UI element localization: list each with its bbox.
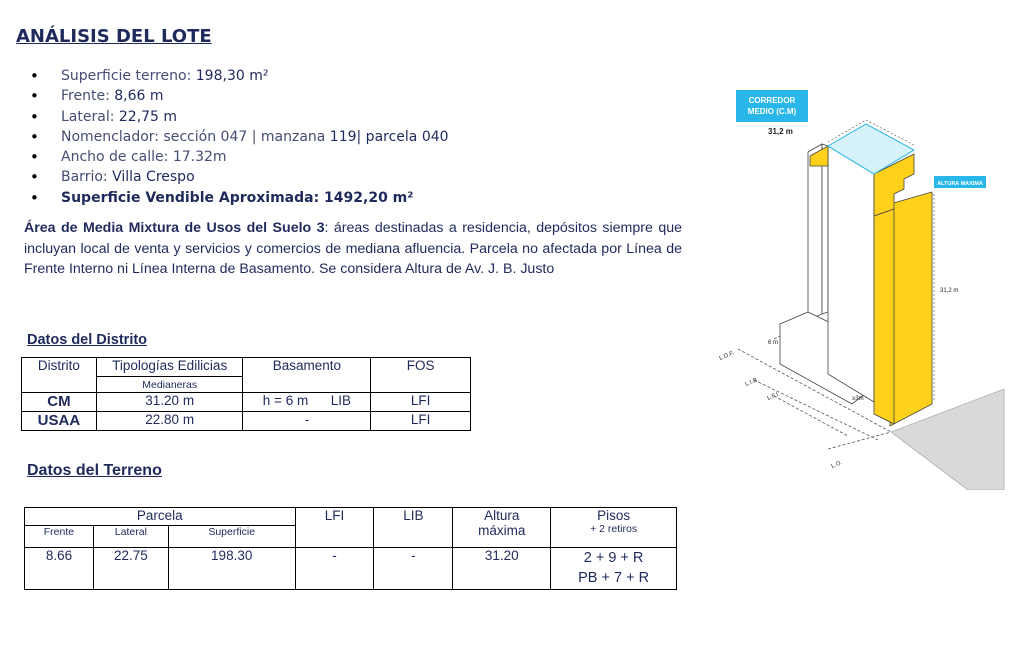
column-header: LFI [295,508,374,548]
table-cell: 31.20 [453,548,551,590]
table-cell: 198.30 [168,548,295,590]
table-cell: - [243,412,371,431]
list-item: • Frente: 8,66 m [28,86,449,106]
column-header: LIB [374,508,453,548]
lot-section-title: Datos del Terreno [27,462,162,479]
setback-distance-label: ≥3m [852,396,864,402]
column-subheader: Frente [25,526,94,548]
table-cell: 22.75 [93,548,168,590]
table-cell: LFI [371,393,471,412]
district-section-title: Datos del Distrito [27,332,148,348]
column-subheader: Lateral [93,526,168,548]
lot-table [24,507,677,590]
column-header: Tipologías Edilicias [96,358,243,377]
list-item: • Superficie terreno: 198,30 m² [28,66,449,86]
table-cell: - [295,548,374,590]
table-row [25,548,677,590]
table-cell: 22.80 m [96,412,243,431]
table-cell: 2 + 9 + R PB + 7 + R [551,548,677,590]
table-row [22,393,471,412]
lot-summary-list [28,66,449,208]
setback-lower-face [874,209,894,424]
column-header: Pisos + 2 retiros [551,508,677,548]
table-cell: CM [22,393,97,412]
column-subheader: Superficie [168,526,295,548]
column-header: Altura máxima [453,508,551,548]
list-item: • Barrio: Villa Crespo [28,167,449,187]
side-height-label: 31,2 m [940,288,959,294]
lfi-top-label: L.D.F. [718,350,736,362]
list-item: • Superficie Vendible Aproximada: 1492,20 m² [28,188,449,208]
list-item: • Lateral: 22,75 m [28,107,449,127]
district-table [21,357,471,431]
lfi-label: L.F.I. [766,391,781,402]
column-header: FOS [371,358,471,393]
corridor-label-2: MEDIO (C.M) [747,107,797,116]
rear-wall-side-shape [822,144,828,314]
table-cell: h = 6 m LIB [243,393,371,412]
table-cell: 8.66 [25,548,94,590]
facade-face [890,192,932,426]
column-header: Basamento [243,358,371,393]
list-item: • Ancho de calle: 17.32m [28,147,449,167]
table-cell: LFI [371,412,471,431]
table-cell: 31.20 m [96,393,243,412]
building-side-face [828,146,874,402]
basement-height-label: 6 m [768,340,779,346]
rear-wall-shape [808,144,822,320]
max-height-label: ALTURA MAXIMA [937,181,983,187]
table-cell: USAA [22,412,97,431]
lo-label: L.O. [830,460,844,470]
column-header: Distrito [22,358,97,393]
column-header: Parcela [25,508,296,526]
page-title: ANÁLISIS DEL LOTE [16,26,212,47]
table-row [22,412,471,431]
top-height-label: 31,2 m [768,127,793,136]
table-cell: - [374,548,453,590]
corridor-label-1: CORREDOR [748,96,796,105]
building-volume-diagram [708,84,1008,490]
list-item: • Nomenclador: sección 047 | manzana 119| parcela 040 [28,127,449,147]
zoning-description: Área de Media Mixtura de Usos del Suelo 3: áreas destinadas a residencia, depósitos siempre que incluyan local de venta y servicios y comercios de mediana afluencia. Parcela no afectada por Línea de Frente Interno ni Línea Interna de Basamento. Se considera Altura de Av. J. B. Justo [24,220,682,277]
column-subheader: Medianeras [96,377,243,393]
lib-label: L.I.B. [744,377,760,388]
corridor-label-box [736,90,808,122]
